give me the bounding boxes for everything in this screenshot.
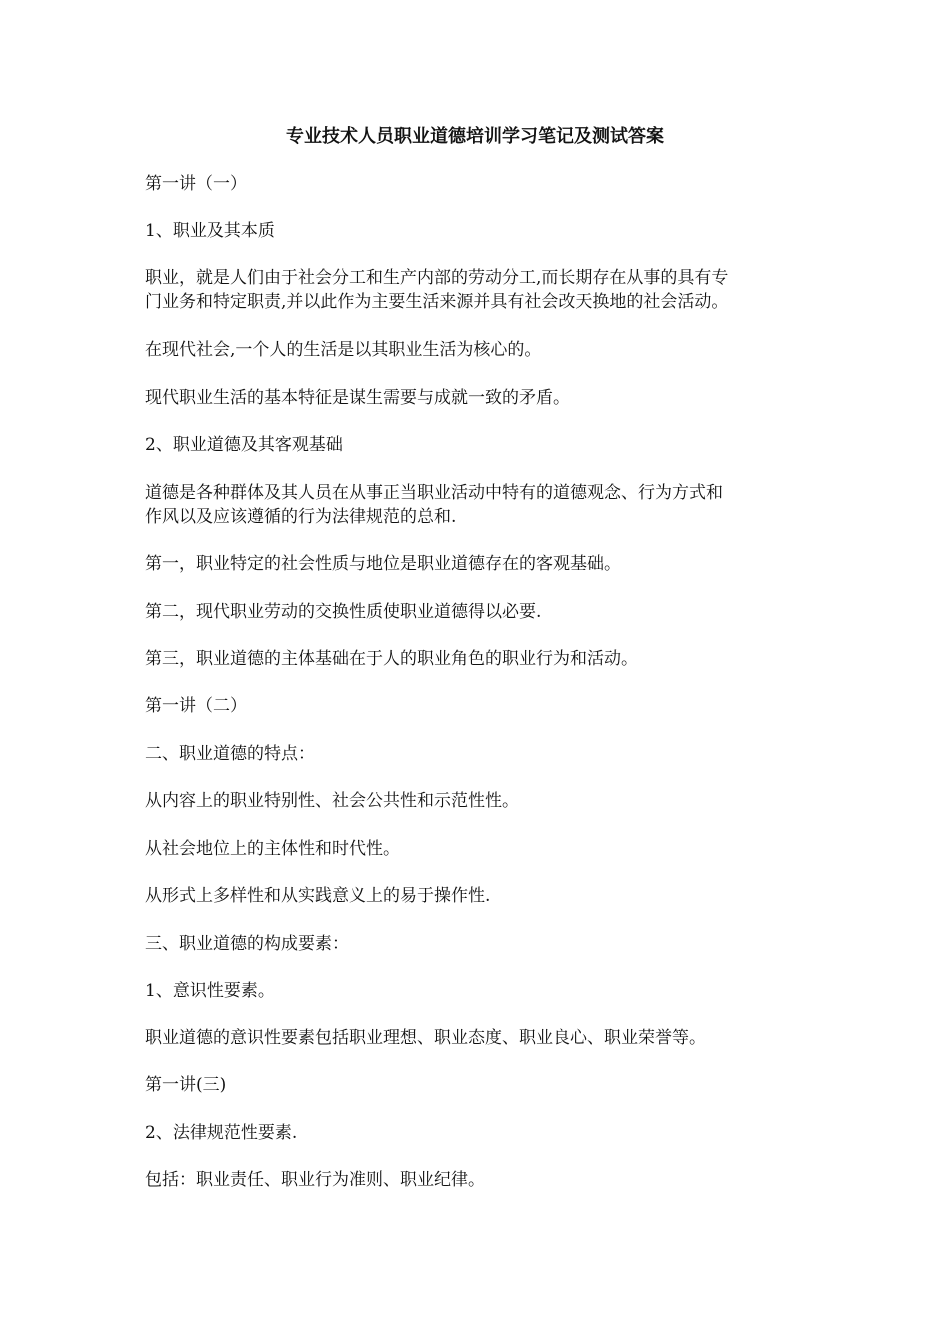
- paragraph-line: 2、法律规范性要素.: [145, 1123, 298, 1143]
- paragraph-line: 第一讲（二）: [145, 696, 247, 716]
- paragraph: [145, 742, 810, 766]
- paragraph-line: 第一讲(三): [145, 1075, 227, 1095]
- paragraph-line: 职业，就是人们由于社会分工和生产内部的劳动分工,而长期存在从事的具有专: [145, 268, 729, 288]
- paragraph-line: 第一讲（一）: [145, 174, 247, 194]
- paragraph: [145, 1168, 810, 1192]
- paragraph: [145, 172, 810, 196]
- paragraph-line: 1、意识性要素。: [145, 981, 275, 1001]
- paragraph-line: 三、职业道德的构成要素：: [145, 934, 349, 954]
- paragraph-line: 现代职业生活的基本特征是谋生需要与成就一致的矛盾。: [145, 388, 570, 408]
- paragraph-line: 2、职业道德及其客观基础: [145, 435, 343, 455]
- document-title: 专业技术人员职业道德培训学习笔记及测试答案: [286, 126, 664, 147]
- paragraph: [145, 481, 810, 529]
- paragraph-line: 从形式上多样性和从实践意义上的易于操作性.: [145, 886, 491, 906]
- paragraph-line: 二、职业道德的特点：: [145, 744, 315, 764]
- paragraph: [145, 338, 810, 362]
- paragraph: [145, 219, 810, 243]
- paragraph: [145, 932, 810, 956]
- paragraph-line: 第三，职业道德的主体基础在于人的职业角色的职业行为和活动。: [145, 649, 638, 669]
- paragraph: [145, 433, 810, 457]
- paragraph: [145, 694, 810, 718]
- paragraph: [145, 1121, 810, 1145]
- paragraph-line: 第二，现代职业劳动的交换性质使职业道德得以必要.: [145, 602, 542, 622]
- paragraph-line: 作风以及应该遵循的行为法律规范的总和.: [145, 507, 457, 527]
- paragraph-line: 从内容上的职业特别性、社会公共性和示范性性。: [145, 791, 519, 811]
- paragraph: [145, 789, 810, 813]
- paragraph-line: 1、职业及其本质: [145, 221, 275, 241]
- paragraph-line: 门业务和特定职责,并以此作为主要生活来源并具有社会改天换地的社会活动。: [145, 292, 729, 312]
- paragraph: [145, 600, 810, 624]
- paragraph-line: 职业道德的意识性要素包括职业理想、职业态度、职业良心、职业荣誉等。: [145, 1028, 706, 1048]
- paragraph: [145, 266, 810, 314]
- paragraph-line: 道德是各种群体及其人员在从事正当职业活动中特有的道德观念、行为方式和: [145, 483, 723, 503]
- paragraph-line: 从社会地位上的主体性和时代性。: [145, 839, 400, 859]
- paragraph: [145, 1073, 810, 1097]
- paragraph: [145, 884, 810, 908]
- paragraph: [145, 979, 810, 1003]
- paragraph: [145, 386, 810, 410]
- paragraph-line: 在现代社会,一个人的生活是以其职业生活为核心的。: [145, 340, 542, 360]
- paragraph: [145, 647, 810, 671]
- paragraph-line: 包括：职业责任、职业行为准则、职业纪律。: [145, 1170, 485, 1190]
- paragraph: [145, 552, 810, 576]
- paragraph: [145, 1026, 810, 1050]
- paragraph: [145, 837, 810, 861]
- paragraph-line: 第一，职业特定的社会性质与地位是职业道德存在的客观基础。: [145, 554, 621, 574]
